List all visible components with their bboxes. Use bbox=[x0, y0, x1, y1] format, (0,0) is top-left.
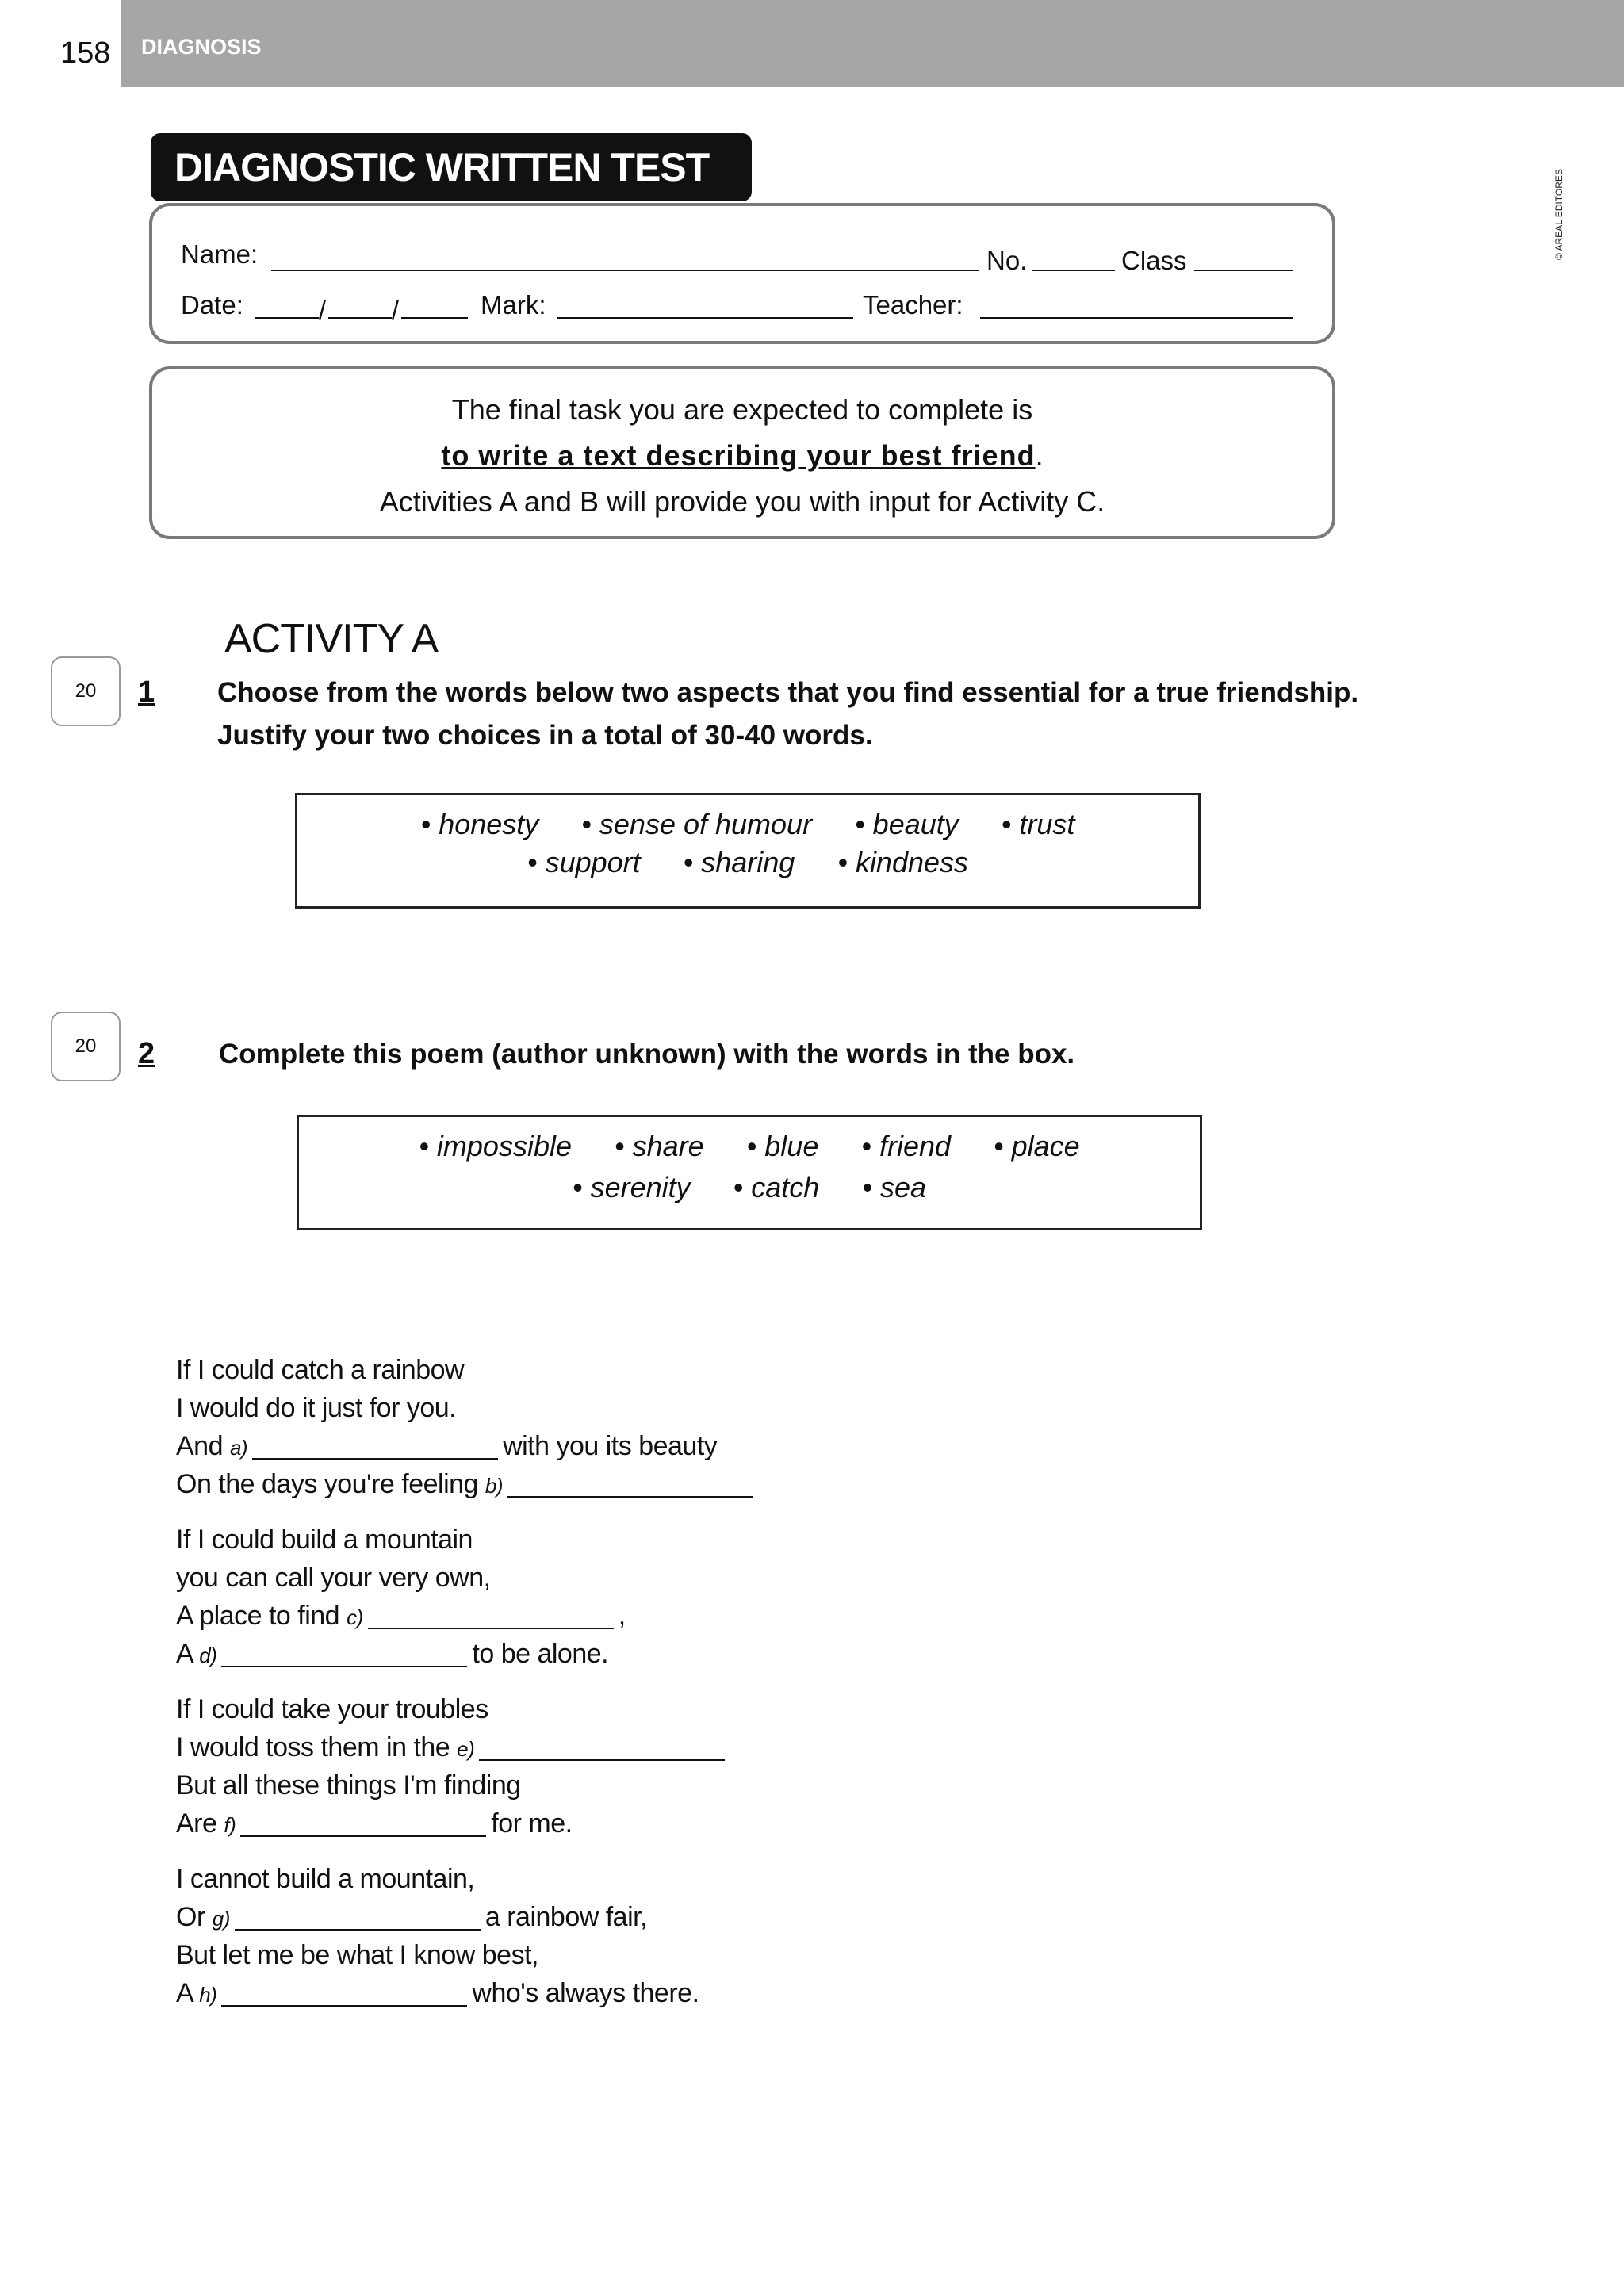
word-item: • impossible bbox=[419, 1130, 572, 1163]
poem-stanza-4 bbox=[176, 1860, 758, 2012]
page-number: 158 bbox=[60, 36, 111, 70]
task-description-box bbox=[149, 366, 1335, 539]
q2-score-box: 20 bbox=[51, 1012, 121, 1081]
task-line-2-end: . bbox=[1035, 439, 1044, 472]
section-title: DIAGNOSIS bbox=[141, 35, 262, 59]
name-label: Name: bbox=[181, 239, 259, 269]
word-item: • serenity bbox=[573, 1171, 691, 1204]
poem-text: A bbox=[176, 1978, 193, 2008]
blank-e-field[interactable] bbox=[479, 1732, 725, 1761]
q1-number: 1 bbox=[138, 675, 155, 709]
poem-line: But all these things I'm finding bbox=[176, 1770, 521, 1800]
student-info-box bbox=[149, 203, 1335, 344]
teacher-field[interactable] bbox=[980, 317, 1293, 319]
q1-word-row-1 bbox=[297, 808, 1198, 841]
poem-stanza-2 bbox=[176, 1521, 758, 1673]
word-item: • share bbox=[615, 1130, 704, 1163]
poem-line: If I could catch a rainbow bbox=[176, 1355, 465, 1385]
task-line-3: Activities A and B will provide you with input for Activity C. bbox=[379, 485, 1105, 518]
poem-text: A place to find bbox=[176, 1601, 340, 1631]
poem-text: who's always there. bbox=[472, 1978, 699, 2008]
class-field[interactable] bbox=[1194, 270, 1293, 271]
poem-line: you can call your very own, bbox=[176, 1563, 491, 1593]
poem-stanza-3 bbox=[176, 1690, 758, 1843]
blank-label: a) bbox=[229, 1436, 248, 1460]
poem-text: On the days you're feeling bbox=[176, 1469, 478, 1499]
q1-instruction-line-1: Choose from the words below two aspects that you find essential for a true friendship. bbox=[217, 677, 1359, 708]
blank-d-field[interactable] bbox=[221, 1639, 467, 1667]
poem-text: , bbox=[618, 1601, 626, 1631]
q1-word-box bbox=[295, 793, 1201, 909]
blank-b-field[interactable] bbox=[508, 1469, 753, 1498]
word-item: • support bbox=[527, 846, 641, 879]
word-item: • friend bbox=[861, 1130, 951, 1163]
no-label: No. bbox=[986, 246, 1028, 275]
date-day-field[interactable] bbox=[255, 317, 319, 319]
blank-f-field[interactable] bbox=[240, 1808, 486, 1837]
poem-text: to be alone. bbox=[472, 1639, 609, 1669]
class-label: Class bbox=[1121, 246, 1187, 275]
word-item: • honesty bbox=[421, 808, 539, 841]
poem-line bbox=[176, 1898, 758, 1936]
word-item: • beauty bbox=[855, 808, 959, 841]
word-item: • trust bbox=[1002, 808, 1075, 841]
blank-c-field[interactable] bbox=[368, 1601, 614, 1629]
date-month-field[interactable] bbox=[328, 317, 392, 319]
mark-label: Mark: bbox=[481, 290, 546, 320]
poem-text: a rainbow fair, bbox=[485, 1902, 648, 1932]
word-item: • blue bbox=[747, 1130, 819, 1163]
poem-line bbox=[176, 1465, 758, 1503]
poem bbox=[176, 1351, 758, 2030]
q2-word-row-1 bbox=[299, 1130, 1200, 1163]
mark-field[interactable] bbox=[557, 317, 853, 319]
poem-text: with you its beauty bbox=[503, 1431, 718, 1461]
blank-label: b) bbox=[485, 1474, 504, 1498]
blank-label: c) bbox=[347, 1605, 363, 1629]
teacher-label: Teacher: bbox=[863, 290, 963, 320]
word-item: • sense of humour bbox=[581, 808, 812, 841]
poem-line bbox=[176, 1974, 758, 2012]
blank-label: f) bbox=[224, 1813, 236, 1837]
blank-h-field[interactable] bbox=[221, 1978, 467, 2007]
blank-label: d) bbox=[199, 1644, 217, 1667]
date-year-field[interactable] bbox=[401, 317, 468, 319]
poem-line bbox=[176, 1635, 758, 1673]
q2-word-row-2 bbox=[299, 1171, 1200, 1204]
poem-text: for me. bbox=[491, 1808, 573, 1839]
poem-line bbox=[176, 1427, 758, 1465]
date-label: Date: bbox=[181, 290, 243, 320]
number-field[interactable] bbox=[1032, 270, 1115, 271]
word-item: • place bbox=[994, 1130, 1080, 1163]
blank-label: e) bbox=[457, 1737, 475, 1761]
activity-heading: ACTIVITY A bbox=[224, 616, 439, 662]
task-emphasis: to write a text describing your best friend bbox=[441, 439, 1036, 472]
header-bar bbox=[121, 0, 1624, 87]
blank-a-field[interactable] bbox=[252, 1431, 498, 1460]
word-item: • sea bbox=[862, 1171, 926, 1204]
poem-line bbox=[176, 1728, 758, 1766]
poem-text: And bbox=[176, 1431, 223, 1461]
q2-number: 2 bbox=[138, 1037, 155, 1070]
q2-word-box bbox=[297, 1115, 1202, 1230]
q1-score-box: 20 bbox=[51, 656, 121, 726]
task-line-2 bbox=[152, 439, 1332, 473]
poem-stanza-1 bbox=[176, 1351, 758, 1503]
blank-label: g) bbox=[212, 1907, 230, 1931]
word-item: • catch bbox=[733, 1171, 820, 1204]
poem-line: If I could take your troubles bbox=[176, 1694, 488, 1724]
test-title: DIAGNOSTIC WRITTEN TEST bbox=[151, 133, 752, 201]
poem-text: Are bbox=[176, 1808, 217, 1839]
poem-line: If I could build a mountain bbox=[176, 1525, 473, 1555]
word-item: • sharing bbox=[684, 846, 795, 879]
poem-line bbox=[176, 1597, 758, 1635]
poem-line bbox=[176, 1804, 758, 1843]
name-field[interactable] bbox=[271, 270, 979, 271]
word-item: • kindness bbox=[837, 846, 968, 879]
blank-g-field[interactable] bbox=[235, 1902, 481, 1931]
blank-label: h) bbox=[199, 1983, 217, 2007]
copyright-notice: © AREAL EDITORES bbox=[1553, 169, 1565, 260]
q2-instruction: Complete this poem (author unknown) with the words in the box. bbox=[219, 1039, 1075, 1070]
poem-text: Or bbox=[176, 1902, 205, 1932]
task-line-1: The final task you are expected to complete is bbox=[451, 393, 1033, 426]
poem-text: A bbox=[176, 1639, 193, 1669]
poem-line: I cannot build a mountain, bbox=[176, 1864, 475, 1894]
date-separator: / bbox=[319, 295, 327, 324]
poem-line: I would do it just for you. bbox=[176, 1393, 457, 1423]
q1-instruction-line-2: Justify your two choices in a total of 30-40 words. bbox=[217, 720, 873, 751]
date-separator: / bbox=[392, 295, 400, 324]
poem-text: I would toss them in the bbox=[176, 1732, 450, 1762]
poem-line: But let me be what I know best, bbox=[176, 1940, 538, 1970]
q1-word-row-2 bbox=[297, 846, 1198, 879]
